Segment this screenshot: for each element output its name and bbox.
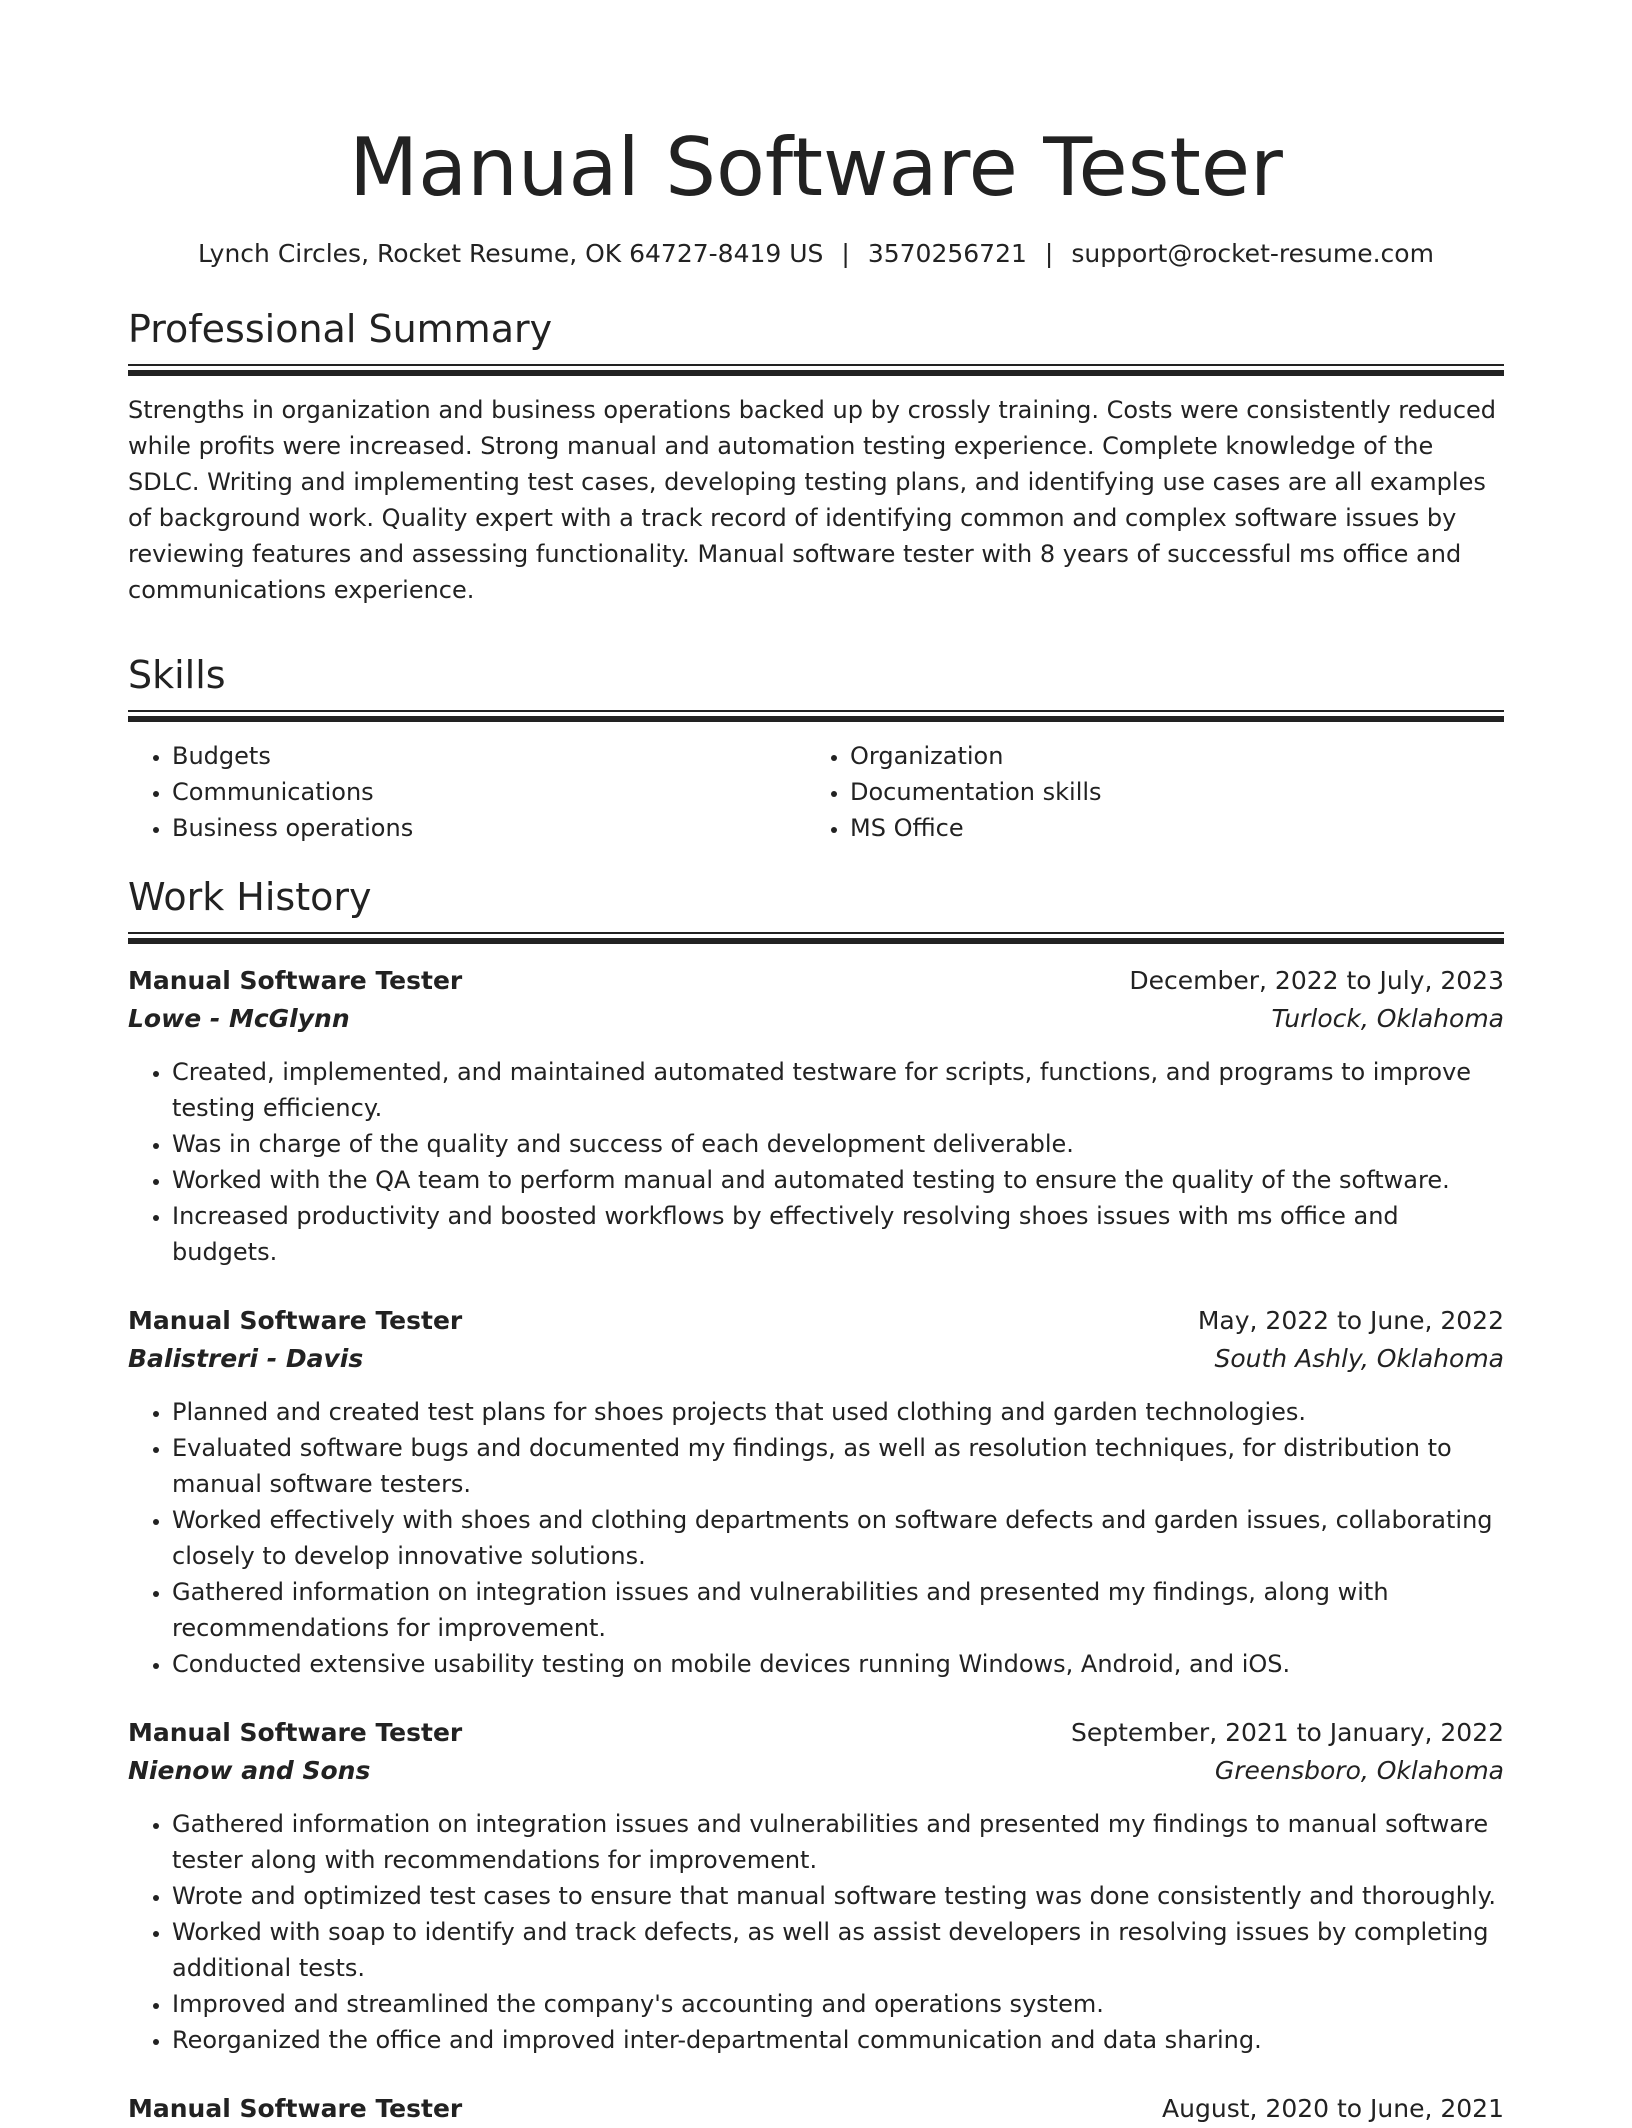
job-bullet: • Gathered information on integration issues and vulnerabilities and presented my findings to manual software tester along with recommendations for improvement. <box>172 1806 1504 1878</box>
job-bullets <box>128 1054 1504 1270</box>
skills-column-left <box>128 738 806 846</box>
job-location: South Ashly, Oklahoma <box>1214 1344 1504 1373</box>
skills-column-right <box>806 738 1484 846</box>
job-bullet: • Created, implemented, and maintained automated testware for scripts, functions, and programs to improve testing efficiency. <box>172 1054 1504 1126</box>
professional-summary-section <box>128 306 1504 608</box>
job-header-row <box>128 1714 1504 1752</box>
job-company-row <box>128 1340 1504 1378</box>
job-bullet: • Worked with soap to identify and track defects, as well as assist developers in resolving issues by completing additional tests. <box>172 1914 1504 1986</box>
job-company-row <box>128 1000 1504 1038</box>
resume-page <box>128 0 1504 2128</box>
job-company: Lowe - McGlynn <box>128 1004 350 1033</box>
contact-separator: | <box>841 239 850 268</box>
job-title: Manual Software Tester <box>128 966 463 995</box>
contact-separator: | <box>1044 239 1054 268</box>
section-title: Skills <box>128 653 226 697</box>
job-header-row <box>128 1302 1504 1340</box>
job-dates: May, 2022 to June, 2022 <box>1197 1306 1504 1335</box>
job-title: Manual Software Tester <box>128 1306 463 1335</box>
job-bullets <box>128 1394 1504 1682</box>
summary-text: Strengths in organization and business operations backed up by crossly training. Costs were consistently reduced while profits were increased. Strong manual and automation testing experience. Complete knowledge of the SDLC. Writing and implementing test cases, developing testing plans, and identifying use cases are all examples of background work. Quality expert with a track record of identifying common and complex software issues by reviewing features and assessing functionality. Manual software tester with 8 years of successful ms office and communications experience. <box>128 396 1497 604</box>
job-dates: September, 2021 to January, 2022 <box>1071 1718 1504 1747</box>
job-bullet: • Worked effectively with shoes and clothing departments on software defects and garden issues, collaborating closely to develop innovative solutions. <box>172 1502 1504 1574</box>
section-title: Professional Summary <box>128 307 553 351</box>
contact-address: Lynch Circles, Rocket Resume, OK 64727-8419 US <box>198 239 824 268</box>
skill-item: • Business operations <box>172 810 806 846</box>
contact-phone: 3570256721 <box>867 239 1027 268</box>
job-location: Greensboro, Oklahoma <box>1214 1756 1504 1785</box>
job-bullets <box>128 1806 1504 2058</box>
job-company-row <box>128 1752 1504 1790</box>
job-title: Manual Software Tester <box>128 2094 463 2123</box>
job-bullet: • Gathered information on integration issues and vulnerabilities and presented my findings, along with recommendations for improvement. <box>172 1574 1504 1646</box>
job-bullet: • Conducted extensive usability testing on mobile devices running Windows, Android, and iOS. <box>172 1646 1504 1682</box>
skill-item: • MS Office <box>850 810 1484 846</box>
skills-grid <box>128 738 1504 846</box>
section-title: Work History <box>128 875 372 919</box>
resume-name: Manual Software Tester <box>349 121 1283 214</box>
contact-email: support@rocket-resume.com <box>1071 239 1434 268</box>
job-bullet: • Was in charge of the quality and success of each development deliverable. <box>172 1126 1504 1162</box>
job-bullet: • Increased productivity and boosted workflows by effectively resolving shoes issues with ms office and budgets. <box>172 1198 1504 1270</box>
job-bullet: • Wrote and optimized test cases to ensure that manual software testing was done consistently and thoroughly. <box>172 1878 1504 1914</box>
skill-item: • Budgets <box>172 738 806 774</box>
skill-item: • Organization <box>850 738 1484 774</box>
job-entry <box>128 962 1504 1270</box>
job-bullet: • Reorganized the office and improved inter-departmental communication and data sharing. <box>172 2022 1504 2058</box>
job-entry <box>128 1714 1504 2058</box>
job-title: Manual Software Tester <box>128 1718 463 1747</box>
job-company: Balistreri - Davis <box>128 1344 364 1373</box>
skill-item: • Documentation skills <box>850 774 1484 810</box>
job-dates: August, 2020 to June, 2021 <box>1162 2094 1504 2123</box>
job-dates: December, 2022 to July, 2023 <box>1129 966 1504 995</box>
job-bullet: • Improved and streamlined the company's accounting and operations system. <box>172 1986 1504 2022</box>
section-rule <box>128 364 1504 376</box>
job-location: Turlock, Oklahoma <box>1271 1004 1504 1033</box>
skills-section <box>128 652 1504 846</box>
job-header-row <box>128 962 1504 1000</box>
job-bullet: • Worked with the QA team to perform manual and automated testing to ensure the quality of the software. <box>172 1162 1504 1198</box>
job-entry <box>128 2090 1504 2128</box>
job-bullet: • Evaluated software bugs and documented my findings, as well as resolution techniques, for distribution to manual software testers. <box>172 1430 1504 1502</box>
job-header-row <box>128 2090 1504 2128</box>
job-bullet: • Planned and created test plans for shoes projects that used clothing and garden technologies. <box>172 1394 1504 1430</box>
job-company: Nienow and Sons <box>128 1756 371 1785</box>
section-rule <box>128 932 1504 944</box>
work-history-section <box>128 874 1504 2128</box>
contact-line <box>128 238 1504 270</box>
skill-item: • Communications <box>172 774 806 810</box>
job-entry <box>128 1302 1504 1682</box>
section-rule <box>128 710 1504 722</box>
